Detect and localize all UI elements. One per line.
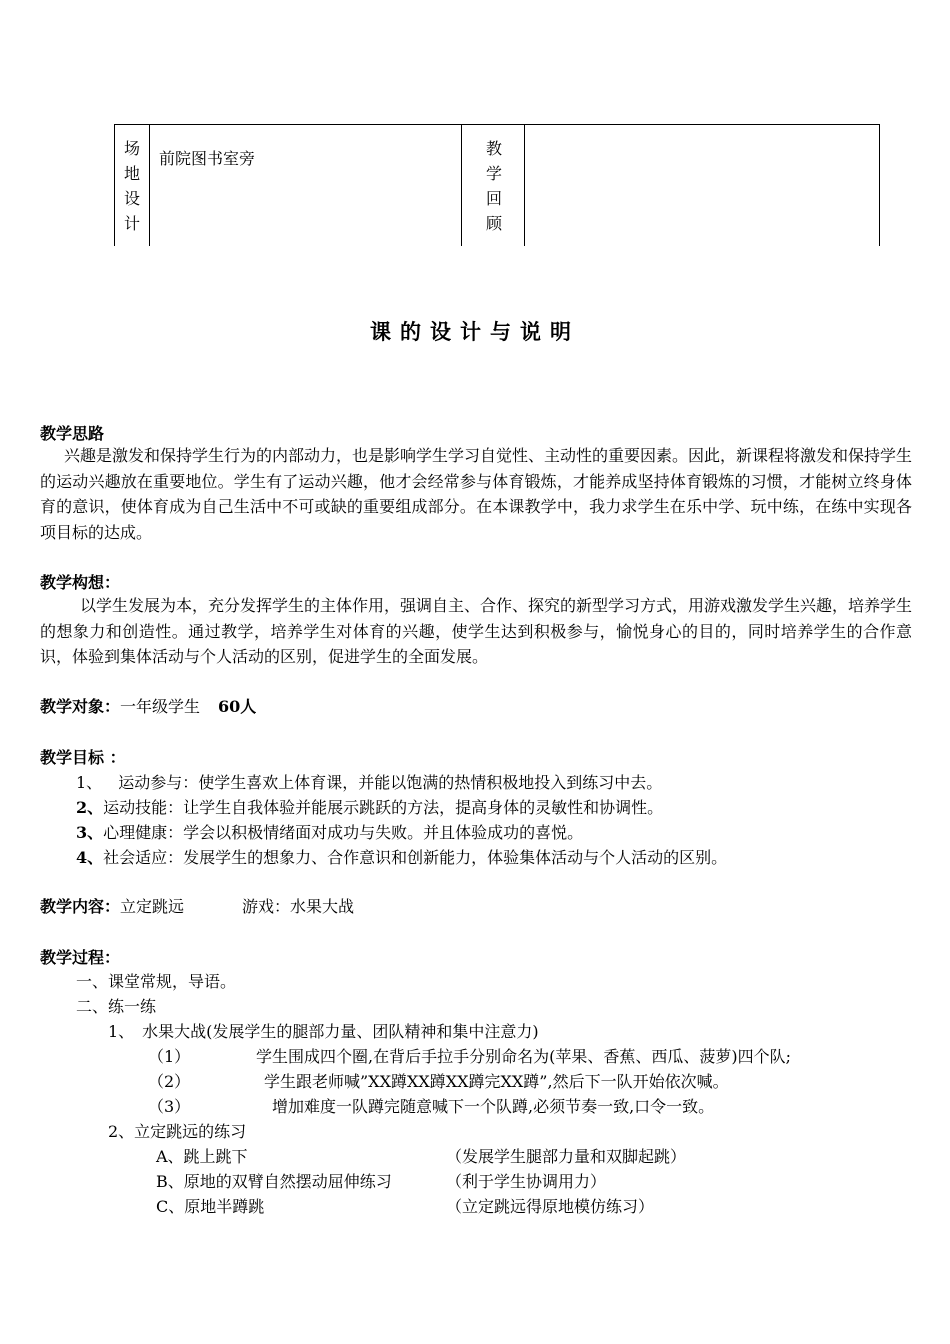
- sub1-item: [148, 1094, 190, 1117]
- content-game: 游戏：水果大战: [242, 897, 355, 916]
- table-border-col1: [149, 124, 150, 246]
- thinking-heading: 教学思路: [40, 424, 105, 443]
- goal-text: 心理健康：学会以积极情绪面对成功与失败。并且体验成功的喜悦。: [103, 823, 584, 842]
- content-heading: 教学内容：: [40, 897, 121, 916]
- concept-heading: 教学构想：: [40, 573, 121, 592]
- goals-heading: 教学目标 ：: [40, 748, 126, 767]
- target-heading: 教学对象：: [40, 697, 121, 716]
- sub1-item: [148, 1069, 190, 1092]
- sub1-item-num: （3）: [148, 1097, 191, 1116]
- venue-label: 场地设计: [123, 139, 140, 233]
- sub1-item-text: 学生围成四个圈,在背后手拉手分别命名为(苹果、香蕉、西瓜、菠萝)四个队;: [256, 1047, 791, 1066]
- concept-body: 以学生发展为本，充分发挥学生的主体作用，强调自主、合作、探究的新型学习方式，用游戏激发学生兴趣，培养学生的想象力和创造性。通过教学，培养学生对体育的兴趣，使学生达到积极参与，愉悦身心的目的，同时培养学生的合作意识，体验到集体活动与个人活动的区别，促进学生的全面发展。: [40, 596, 913, 666]
- target-count: 60人: [218, 697, 257, 716]
- goal-text: 运动技能：让学生自我体验并能展示跳跃的方法，提高身体的灵敏性和协调性。: [103, 798, 664, 817]
- thinking-body: 兴趣是激发和保持学生行为的内部动力，也是影响学生学习自觉性、主动性的重要因素。因此，新课程将激发和保持学生的运动兴趣放在重要地位。学生有了运动兴趣，他才会经常参与体育锻炼，才能养成坚持体育锻炼的习惯，才能树立终身体育的意识，使体育成为自己生活中不可或缺的重要组成部分。在本课教学中，我力求学生在乐中学、玩中练，在练中实现各项目标的达成。: [40, 446, 913, 542]
- goal-item: [76, 795, 663, 818]
- goal-num: 3、: [76, 823, 104, 842]
- sub1-item-num: （1）: [148, 1047, 191, 1066]
- sub2-item-note: （立定跳远得原地模仿练习）: [446, 1197, 655, 1216]
- process-step2: 二、练一练: [76, 997, 157, 1016]
- goal-text: 社会适应：发展学生的想象力、合作意识和创新能力，体验集体活动与个人活动的区别。: [103, 848, 728, 867]
- target-value: 一年级学生: [120, 697, 201, 716]
- content-line: [40, 894, 354, 917]
- process-sub1: 1、 水果大战(发展学生的腿部力量、团队精神和集中注意力): [108, 1022, 539, 1041]
- process-heading: 教学过程：: [40, 948, 121, 967]
- table-border-col3: [524, 124, 525, 246]
- page-title: 课的设计与说明: [370, 319, 580, 344]
- table-border-right: [879, 124, 880, 246]
- goal-num: 2、: [76, 798, 104, 817]
- sub2-item-label: B、原地的双臂自然摆动屈伸练习: [156, 1172, 392, 1191]
- sub2-item-note: （发展学生腿部力量和双脚起跳）: [446, 1147, 687, 1166]
- sub2-item-note: （利于学生协调用力）: [446, 1172, 607, 1191]
- sub2-item-label: A、跳上跳下: [156, 1147, 248, 1166]
- process-sub2: 2、立定跳远的练习: [108, 1122, 247, 1141]
- goal-text: 运动参与：使学生喜欢上体育课，并能以饱满的热情积极地投入到练习中去。: [118, 773, 663, 792]
- sub1-item-num: （2）: [148, 1072, 191, 1091]
- table-top-border: [114, 124, 880, 125]
- goal-num: 1、: [76, 773, 103, 792]
- sub1-item-text: 学生跟老师喊”XX蹲XX蹲XX蹲完XX蹲”,然后下一队开始依次喊。: [264, 1072, 729, 1091]
- goal-item: [76, 845, 727, 868]
- goal-item: [76, 820, 583, 843]
- target-line: [40, 694, 256, 717]
- process-step1: 一、课堂常规，导语。: [76, 972, 237, 991]
- sub2-item-label: C、原地半蹲跳: [156, 1197, 265, 1216]
- sub1-item: [148, 1044, 190, 1067]
- table-border-col2: [461, 124, 462, 246]
- goal-item: [76, 770, 662, 793]
- table-border-left: [114, 124, 115, 246]
- venue-value: 前院图书室旁: [159, 149, 256, 168]
- review-label: 教学回顾: [485, 139, 502, 233]
- content-value: 立定跳远: [120, 897, 185, 916]
- sub1-item-text: 增加难度一队蹲完随意喊下一个队蹲,必须节奏一致,口令一致。: [272, 1097, 715, 1116]
- goal-num: 4、: [76, 848, 104, 867]
